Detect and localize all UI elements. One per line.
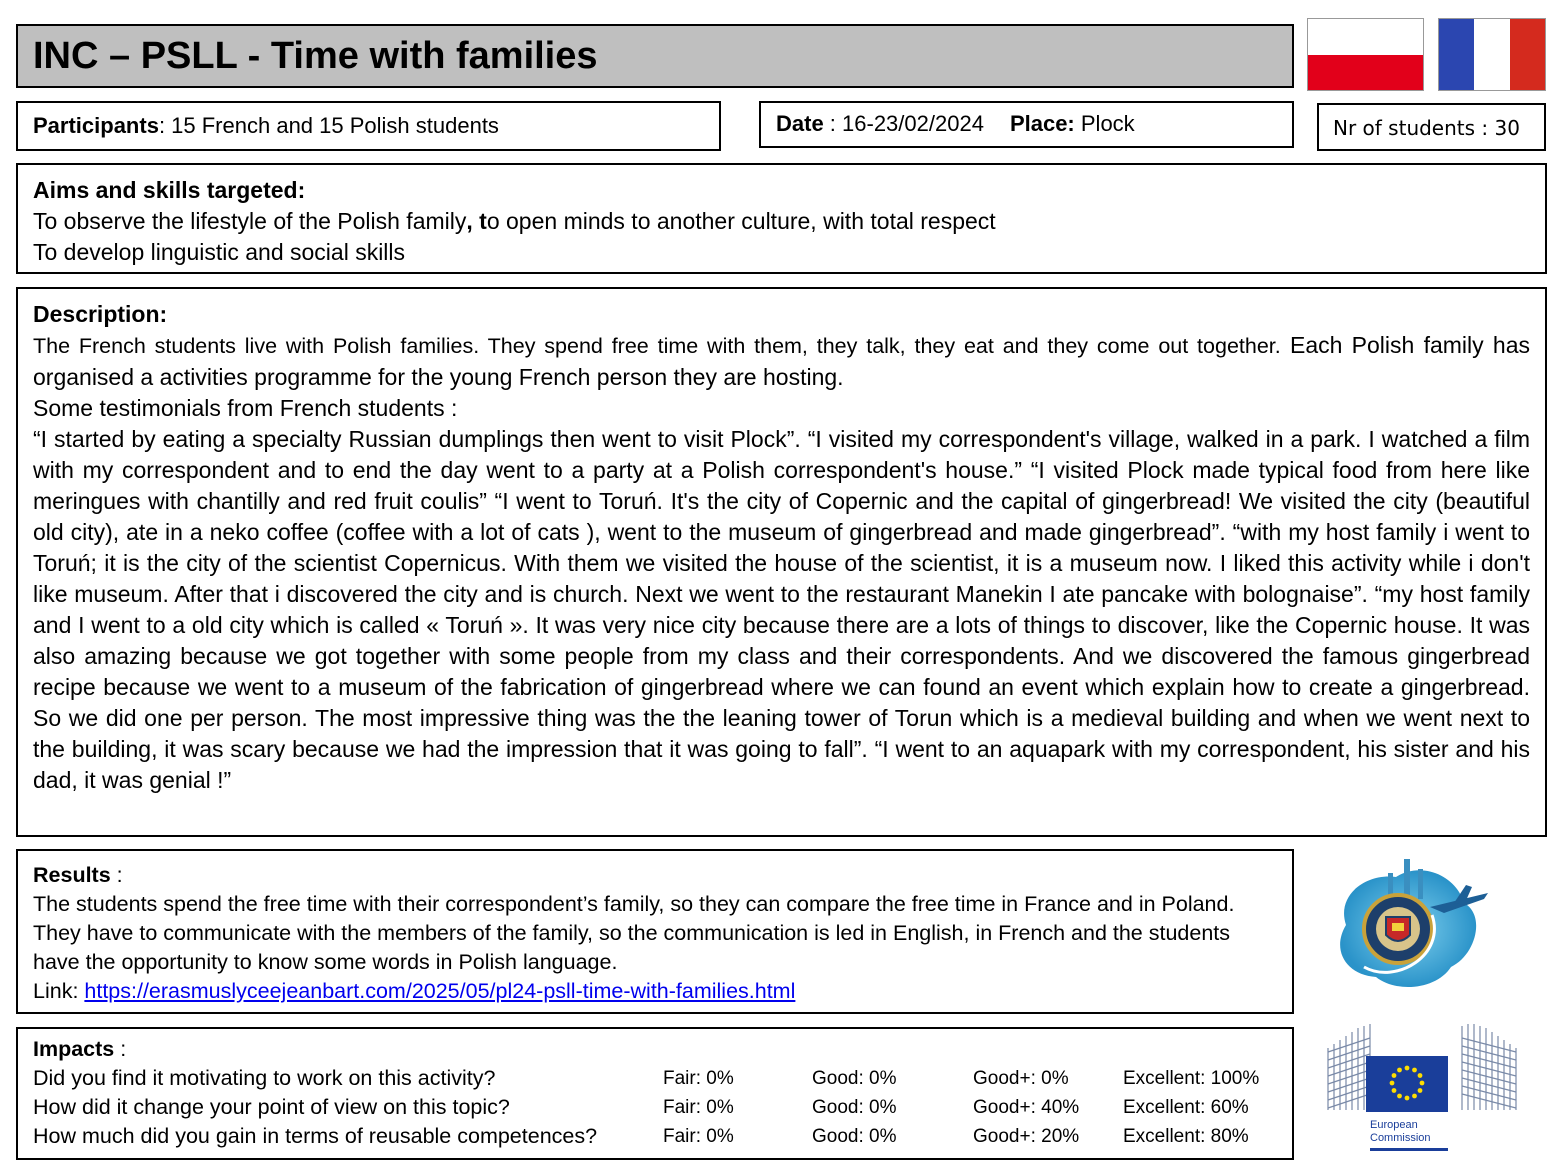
results-text: The students spend the free time with their correspondent’s family, so they can compare the free time in France and in Poland. They have to communicate with the members of the family, so the communication is led in English, in French and the students have the opportunity to know some words in Polish language. bbox=[33, 892, 1235, 974]
impact-excellent: Excellent: 80% bbox=[1123, 1126, 1249, 1147]
description-section bbox=[16, 287, 1547, 837]
description-paragraph-1 bbox=[33, 330, 1530, 393]
participants-box bbox=[16, 101, 721, 151]
description-paragraph-1-part-b: Each Polish family has organised a activities programme for the young French person they are hosting. bbox=[33, 332, 1530, 390]
place-label: Place: bbox=[1009, 111, 1075, 136]
title-banner bbox=[16, 24, 1294, 88]
impact-fair: Fair: 0% bbox=[663, 1126, 734, 1147]
impact-good: Good: 0% bbox=[812, 1068, 897, 1089]
european-commission-logo bbox=[1322, 1018, 1520, 1154]
date-place-box bbox=[759, 101, 1294, 148]
results-section bbox=[16, 849, 1294, 1014]
impact-fair: Fair: 0% bbox=[663, 1097, 734, 1118]
link-label: Link: bbox=[33, 979, 85, 1003]
results-heading-suffix: : bbox=[110, 863, 123, 887]
aims-line-2: To develop linguistic and social skills bbox=[33, 239, 406, 265]
results-heading: Results bbox=[33, 863, 111, 887]
aims-heading: Aims and skills targeted: bbox=[33, 177, 306, 203]
impact-question: How did it change your point of view on this topic? bbox=[33, 1095, 510, 1119]
description-paragraph-2: Some testimonials from French students : bbox=[33, 395, 458, 421]
school-emblem-logo bbox=[1326, 855, 1494, 995]
impacts-section bbox=[16, 1027, 1294, 1160]
date-label: Date bbox=[776, 111, 824, 136]
impact-goodplus: Good+: 0% bbox=[973, 1068, 1069, 1089]
aims-line-1-part-c: o open minds to another culture, with total respect bbox=[486, 208, 996, 234]
poland-flag-icon bbox=[1307, 18, 1424, 91]
impact-row bbox=[33, 1093, 1277, 1122]
impacts-heading-suffix: : bbox=[114, 1037, 127, 1061]
participants-label: Participants bbox=[33, 113, 159, 138]
date-value: : 16-23/02/2024 bbox=[823, 111, 984, 136]
description-heading: Description: bbox=[33, 301, 168, 327]
france-flag-icon bbox=[1438, 18, 1546, 91]
impacts-heading: Impacts bbox=[33, 1037, 115, 1061]
impact-excellent: Excellent: 100% bbox=[1123, 1068, 1260, 1089]
aims-section bbox=[16, 163, 1547, 274]
participants-text: : 15 French and 15 Polish students bbox=[158, 113, 499, 138]
results-link-line bbox=[33, 977, 1277, 1006]
nr-students-box bbox=[1317, 103, 1546, 151]
impact-goodplus: Good+: 40% bbox=[973, 1097, 1080, 1118]
impact-goodplus: Good+: 20% bbox=[973, 1126, 1080, 1147]
results-link[interactable]: https://erasmuslyceejeanbart.com/2025/05/pl24-psll-time-with-families.html bbox=[84, 979, 796, 1003]
nr-students-text: Nr of students : 30 bbox=[1333, 116, 1520, 140]
impact-excellent: Excellent: 60% bbox=[1123, 1097, 1249, 1118]
place-value: Plock bbox=[1074, 111, 1135, 136]
ec-logo-text-line1: European bbox=[1370, 1119, 1418, 1131]
impact-row bbox=[33, 1122, 1277, 1151]
testimonials-paragraph: “I started by eating a specialty Russian dumplings then went to visit Plock”. “I visited my correspondent's village, walked in a park. I watched a film with my correspondent and to end the day went to a party at a Polish correspondent's house.” “I visited Plock made typical food from here like meringues with chantilly and red fruit coulis” “I went to Toruń. It's the city of Copernic and the capital of gingerbread! We visited the city (beautiful old city), ate in a neko coffee (coffee with a lot of cats ), went to the museum of gingerbread and made gingerbread”. “with my host family i went to Toruń; it is the city of the scientist Copernicus. With them we visited the house of the scientist, it is a museum now. I liked this activity while i don't like museum. After that i discovered the city and is church. Next we went to the restaurant Manekin I ate pancake with bolognaise”. “my host family and I went to a old city which is called « Toruń ». It was very nice city because there are a lots of things to discover, like the Copernic house. It was also amazing because we got together with some people from my class and their correspondents. And we discovered the famous gingerbread recipe because we went to a museum of the fabrication of gingerbread where we can found an event which explain how to create a gingerbread. So we did one per person. The most impressive thing was the the leaning tower of Torun which is a medieval building and when we went next to the building, it was scary because we had the impression that it was going to fall”. “I went to an aquapark with my correspondent, his sister and his dad, it was genial !” bbox=[33, 426, 1530, 793]
impact-row bbox=[33, 1064, 1277, 1093]
description-paragraph-1-part-a: The French students live with Polish families. They spend free time with them, they talk, they eat and they come out together. bbox=[33, 334, 1281, 358]
ec-logo-text-line2: Commission bbox=[1370, 1132, 1431, 1144]
impact-good: Good: 0% bbox=[812, 1097, 897, 1118]
impact-fair: Fair: 0% bbox=[663, 1068, 734, 1089]
aims-line-1 bbox=[33, 206, 1530, 237]
aims-line-1-part-a: To observe the lifestyle of the Polish family bbox=[33, 208, 467, 234]
aims-line-1-part-b: , t bbox=[466, 208, 487, 234]
page-title: INC – PSLL - Time with families bbox=[33, 35, 598, 77]
impact-good: Good: 0% bbox=[812, 1126, 897, 1147]
impact-question: How much did you gain in terms of reusable competences? bbox=[33, 1124, 598, 1148]
impact-question: Did you find it motivating to work on this activity? bbox=[33, 1066, 496, 1090]
